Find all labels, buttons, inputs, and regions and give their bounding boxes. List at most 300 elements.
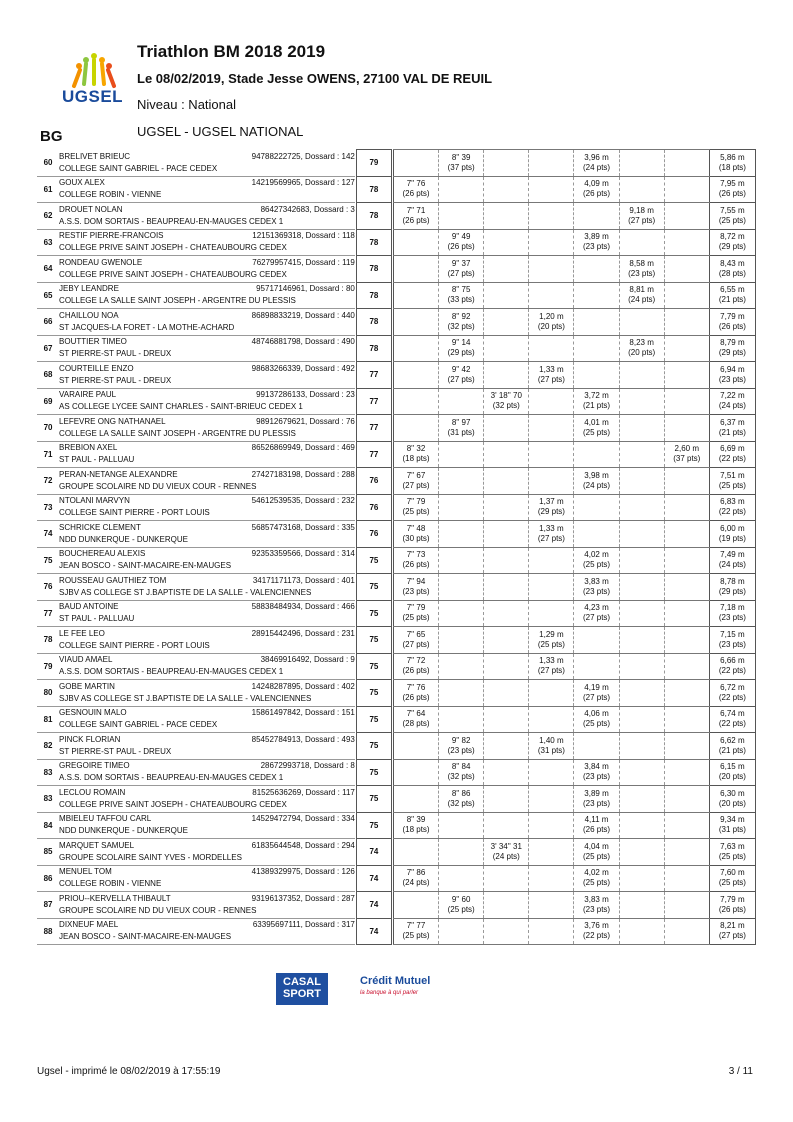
total-points: 77 [369, 423, 379, 433]
long-jump-result-cell [709, 415, 755, 442]
rank-cell [37, 150, 59, 177]
event-result-cell [439, 547, 484, 574]
event-result-text: 3,83 m [584, 576, 609, 586]
athlete-license-bib: 56857473168, Dossard : 335 [251, 522, 355, 532]
event-result-cell [664, 600, 709, 627]
event-result-text: (23 pts) [628, 268, 656, 278]
total-points: 78 [369, 184, 379, 194]
total-points-cell [356, 547, 391, 574]
athlete-school: COLLEGE SAINT PIERRE - PORT LOUIS [59, 508, 210, 518]
event-result-text: (25 pts) [537, 639, 565, 649]
rank-value: 77 [43, 608, 53, 618]
athlete-license-bib: 85452784913, Dossard : 493 [251, 734, 355, 744]
event-result-cell [439, 865, 484, 892]
athlete-name: MARQUET SAMUEL [59, 840, 135, 850]
event-result-cell [439, 892, 484, 919]
event-result-cell [529, 282, 574, 309]
athlete-school: GROUPE SCOLAIRE SAINT YVES - MORDELLES [59, 852, 242, 862]
event-result-cell [484, 574, 529, 601]
event-result-cell [393, 918, 438, 945]
rank-value: 61 [43, 184, 53, 194]
rank-cell [37, 335, 59, 362]
event-result-cell [393, 176, 438, 203]
long-jump-result-text: (21 pts) [718, 745, 746, 755]
rank-cell [37, 839, 59, 866]
event-result-cell [664, 229, 709, 256]
category-label: BG [40, 128, 63, 145]
event-result-text: 7'' 48 [406, 523, 426, 533]
total-points: 78 [369, 211, 379, 221]
event-result-text: 9'' 14 [451, 338, 471, 348]
event-result-cell [529, 256, 574, 283]
event-result-cell [664, 865, 709, 892]
long-jump-result-text: (29 pts) [718, 348, 746, 358]
event-result-cell [529, 733, 574, 760]
total-points-cell [356, 733, 391, 760]
long-jump-result-cell [709, 150, 755, 177]
long-jump-result-text: 7,15 m [720, 629, 745, 639]
total-points: 74 [369, 900, 379, 910]
rank-value: 85 [43, 847, 53, 857]
event-date-location: Le 08/02/2019, Stade Jesse OWENS, 27100 VAL DE REUIL [137, 71, 493, 86]
event-result-text: 1,20 m [539, 311, 564, 321]
long-jump-result-text: (22 pts) [718, 454, 746, 464]
event-result-cell [393, 335, 438, 362]
event-result-text: 7'' 71 [406, 205, 426, 215]
athlete-license-bib: 93196137352, Dossard : 287 [251, 893, 355, 903]
total-points-cell [356, 309, 391, 336]
athlete-school: COLLEGE LA SALLE SAINT JOSEPH - ARGENTRE DU PLESSIS [59, 296, 296, 306]
event-result-text: (37 pts) [673, 454, 701, 464]
print-timestamp: Ugsel - imprimé le 08/02/2019 à 17:55:19 [37, 1066, 221, 1077]
athlete-school: ST PIERRE-ST PAUL - DREUX [59, 349, 172, 359]
event-result-text: (26 pts) [402, 215, 430, 225]
event-result-cell [529, 494, 574, 521]
athlete-cell [59, 865, 355, 892]
group-label: UGSEL - UGSEL NATIONAL [137, 124, 304, 139]
athlete-license-bib: 95717146961, Dossard : 80 [256, 284, 355, 294]
long-jump-result-cell [709, 918, 755, 945]
table-row [37, 892, 756, 919]
event-result-cell [529, 441, 574, 468]
event-result-text: 7'' 64 [406, 709, 426, 719]
table-row [37, 786, 756, 813]
rank-cell [37, 176, 59, 203]
rank-cell [37, 759, 59, 786]
event-result-cell [529, 203, 574, 230]
athlete-name: VIAUD AMAEL [59, 655, 113, 665]
event-result-cell [664, 706, 709, 733]
total-points: 76 [369, 502, 379, 512]
long-jump-result-text: (24 pts) [718, 560, 746, 570]
event-result-cell [529, 150, 574, 177]
table-row [37, 812, 756, 839]
event-result-cell [529, 362, 574, 389]
event-result-cell [619, 362, 664, 389]
long-jump-result-cell [709, 786, 755, 813]
event-result-cell [574, 706, 619, 733]
event-result-cell [529, 627, 574, 654]
event-result-cell [393, 680, 438, 707]
athlete-license-bib: 34171171173, Dossard : 401 [252, 575, 355, 585]
athlete-school: COLLEGE SAINT PIERRE - PORT LOUIS [59, 640, 210, 650]
athlete-cell [59, 812, 355, 839]
long-jump-result-text: (21 pts) [718, 295, 746, 305]
event-result-text: (27 pts) [402, 480, 430, 490]
event-result-cell [619, 441, 664, 468]
total-points: 76 [369, 529, 379, 539]
athlete-name: GOUX ALEX [59, 178, 105, 188]
long-jump-result-cell [709, 892, 755, 919]
event-result-text: (27 pts) [582, 613, 611, 623]
event-result-cell [529, 918, 574, 945]
event-result-text: 4,06 m [584, 709, 609, 719]
event-result-cell [619, 892, 664, 919]
rank-cell [37, 865, 59, 892]
athlete-cell [59, 680, 355, 707]
athlete-school: GROUPE SCOLAIRE ND DU VIEUX COUR - RENNES [59, 481, 257, 491]
event-result-cell [619, 627, 664, 654]
total-points: 79 [369, 158, 379, 168]
long-jump-result-cell [709, 388, 755, 415]
event-result-text: 4,02 m [584, 868, 609, 878]
event-result-text: (23 pts) [582, 242, 611, 252]
athlete-license-bib: 98912679621, Dossard : 76 [256, 416, 355, 426]
event-result-text: 7'' 73 [406, 550, 426, 560]
rank-cell [37, 733, 59, 760]
event-result-cell [484, 362, 529, 389]
event-result-cell [484, 441, 529, 468]
event-result-cell [484, 839, 529, 866]
long-jump-result-text: (20 pts) [718, 772, 746, 782]
event-result-text: 4,01 m [584, 417, 609, 427]
event-result-cell [574, 574, 619, 601]
event-result-cell [574, 203, 619, 230]
athlete-name: BREBION AXEL [59, 443, 118, 453]
total-points: 75 [369, 688, 379, 698]
event-result-cell [574, 521, 619, 548]
total-points-cell [356, 865, 391, 892]
event-result-cell [574, 282, 619, 309]
event-result-cell [619, 309, 664, 336]
long-jump-result-text: 6,15 m [720, 762, 745, 772]
athlete-school: NDD DUNKERQUE - DUNKERQUE [59, 826, 188, 836]
event-result-cell [439, 176, 484, 203]
event-result-cell [393, 415, 438, 442]
event-result-text: (23 pts) [402, 586, 430, 596]
event-result-cell [664, 574, 709, 601]
athlete-school: ST PAUL - PALLUAU [59, 614, 135, 624]
rank-cell [37, 574, 59, 601]
total-points: 75 [369, 582, 379, 592]
event-result-cell [619, 839, 664, 866]
event-result-cell [664, 494, 709, 521]
athlete-school: COLLEGE PRIVE SAINT JOSEPH - CHATEAUBOURG CEDEX [59, 799, 287, 809]
event-result-cell [619, 521, 664, 548]
table-row [37, 653, 756, 680]
long-jump-result-text: 7,51 m [720, 470, 745, 480]
rank-value: 83 [43, 767, 53, 777]
event-result-cell [439, 415, 484, 442]
event-result-cell [664, 839, 709, 866]
event-result-text: (24 pts) [582, 162, 611, 172]
event-result-cell [574, 176, 619, 203]
long-jump-result-text: 7,55 m [720, 205, 745, 215]
athlete-license-bib: 28672993718, Dossard : 8 [260, 761, 355, 771]
table-row [37, 600, 756, 627]
event-result-cell [664, 362, 709, 389]
event-result-cell [574, 892, 619, 919]
event-result-cell [619, 494, 664, 521]
event-result-text: (32 pts) [447, 798, 475, 808]
event-result-cell [439, 680, 484, 707]
event-result-text: 9,18 m [629, 205, 654, 215]
rank-cell [37, 282, 59, 309]
event-result-text: (25 pts) [402, 507, 430, 517]
event-result-cell [439, 521, 484, 548]
athlete-license-bib: 28915442496, Dossard : 231 [251, 628, 355, 638]
rank-cell [37, 627, 59, 654]
event-result-text: 9'' 49 [451, 232, 471, 242]
long-jump-result-text: 6,69 m [720, 444, 745, 454]
event-result-cell [484, 733, 529, 760]
event-result-cell [439, 812, 484, 839]
rank-cell [37, 600, 59, 627]
athlete-name: JEBY LEANDRE [59, 284, 119, 294]
event-result-cell [529, 706, 574, 733]
rank-value: 68 [43, 370, 53, 380]
total-points-cell [356, 256, 391, 283]
athlete-name: VARAIRE PAUL [59, 390, 117, 400]
event-result-cell [484, 706, 529, 733]
casal-line2: SPORT [283, 988, 321, 1000]
event-result-cell [664, 759, 709, 786]
athlete-license-bib: 92353359566, Dossard : 314 [251, 549, 355, 559]
long-jump-result-text: (18 pts) [718, 162, 746, 172]
event-result-text: (32 pts) [447, 772, 475, 782]
athlete-cell [59, 918, 355, 945]
event-result-cell [664, 256, 709, 283]
long-jump-result-text: (26 pts) [718, 904, 746, 914]
event-result-cell [529, 812, 574, 839]
long-jump-result-cell [709, 812, 755, 839]
athlete-license-bib: 63395697111, Dossard : 317 [252, 920, 355, 930]
event-result-cell [393, 468, 438, 495]
event-result-text: 7'' 65 [406, 629, 426, 639]
event-result-text: 8,23 m [629, 338, 654, 348]
rank-cell [37, 388, 59, 415]
event-result-text: 1,29 m [539, 629, 564, 639]
event-result-cell [574, 600, 619, 627]
total-points: 74 [369, 873, 379, 883]
event-result-text: 8,81 m [629, 285, 654, 295]
long-jump-result-cell [709, 865, 755, 892]
total-points-cell [356, 600, 391, 627]
event-result-text: (20 pts) [537, 321, 565, 331]
event-result-cell [529, 839, 574, 866]
event-result-cell [619, 812, 664, 839]
event-result-cell [574, 229, 619, 256]
rank-value: 82 [43, 741, 53, 751]
event-result-cell [574, 759, 619, 786]
total-points-cell [356, 441, 391, 468]
event-result-cell [484, 335, 529, 362]
event-result-cell [393, 388, 438, 415]
total-points-cell [356, 839, 391, 866]
table-row [37, 680, 756, 707]
rank-cell [37, 309, 59, 336]
total-points-cell [356, 415, 391, 442]
athlete-license-bib: 94788222725, Dossard : 142 [251, 151, 355, 161]
rank-cell [37, 229, 59, 256]
event-result-text: (29 pts) [447, 348, 475, 358]
event-result-text: (24 pts) [402, 878, 430, 888]
event-result-text: (27 pts) [447, 374, 475, 384]
event-result-cell [529, 388, 574, 415]
long-jump-result-cell [709, 600, 755, 627]
athlete-name: RESTIF PIERRE-FRANCOIS [59, 231, 164, 241]
total-points: 77 [369, 370, 379, 380]
event-result-text: (24 pts) [492, 851, 520, 861]
event-result-cell [484, 176, 529, 203]
event-result-text: 3' 34'' 31 [490, 841, 522, 851]
athlete-name: LE FEE LEO [59, 628, 105, 638]
event-result-cell [439, 653, 484, 680]
event-result-cell [484, 203, 529, 230]
athlete-cell [59, 521, 355, 548]
long-jump-result-text: (25 pts) [718, 480, 746, 490]
event-result-text: (24 pts) [628, 295, 656, 305]
long-jump-result-text: (26 pts) [718, 189, 746, 199]
event-result-cell [574, 309, 619, 336]
event-result-text: 3,96 m [584, 152, 609, 162]
long-jump-result-text: 7,18 m [720, 603, 745, 613]
event-result-cell [664, 415, 709, 442]
athlete-license-bib: 81525636269, Dossard : 117 [252, 787, 355, 797]
event-result-text: 8'' 75 [451, 285, 471, 295]
table-row [37, 441, 756, 468]
table-row [37, 839, 756, 866]
rank-cell [37, 441, 59, 468]
total-points: 77 [369, 396, 379, 406]
event-result-text: 7'' 86 [406, 868, 426, 878]
event-result-cell [664, 547, 709, 574]
long-jump-result-cell [709, 494, 755, 521]
event-result-cell [574, 627, 619, 654]
event-result-cell [619, 733, 664, 760]
event-result-cell [529, 468, 574, 495]
athlete-cell [59, 600, 355, 627]
long-jump-result-text: 7,22 m [720, 391, 745, 401]
event-result-cell [664, 176, 709, 203]
event-result-cell [574, 494, 619, 521]
athlete-name: GESNOUIN MALO [59, 708, 127, 718]
long-jump-result-text: 9,34 m [720, 815, 745, 825]
event-result-cell [574, 468, 619, 495]
rank-cell [37, 653, 59, 680]
rank-cell [37, 203, 59, 230]
long-jump-result-text: 8,72 m [720, 232, 745, 242]
athlete-name: DROUET NOLAN [59, 204, 123, 214]
long-jump-result-text: (29 pts) [718, 586, 746, 596]
total-points: 78 [369, 343, 379, 353]
event-result-text: (21 pts) [582, 401, 611, 411]
rank-cell [37, 812, 59, 839]
total-points: 74 [369, 847, 379, 857]
athlete-school: COLLEGE LA SALLE SAINT JOSEPH - ARGENTRE DU PLESSIS [59, 428, 296, 438]
event-result-cell [574, 335, 619, 362]
event-result-cell [484, 256, 529, 283]
event-result-cell [574, 256, 619, 283]
event-result-cell [484, 680, 529, 707]
event-result-cell [484, 653, 529, 680]
table-row [37, 574, 756, 601]
table-row [37, 468, 756, 495]
event-result-text: (26 pts) [402, 189, 430, 199]
event-result-text: (25 pts) [582, 427, 611, 437]
rank-cell [37, 918, 59, 945]
event-result-text: 7'' 67 [406, 470, 426, 480]
long-jump-result-cell [709, 203, 755, 230]
event-result-text: 1,40 m [539, 735, 564, 745]
event-result-cell [574, 547, 619, 574]
event-result-cell [439, 494, 484, 521]
athlete-cell [59, 494, 355, 521]
long-jump-result-text: (26 pts) [718, 321, 746, 331]
total-points-cell [356, 892, 391, 919]
athlete-name: LECLOU ROMAIN [59, 787, 126, 797]
table-row [37, 627, 756, 654]
event-result-text: 7'' 72 [406, 656, 426, 666]
table-row [37, 282, 756, 309]
event-result-text: (26 pts) [582, 189, 611, 199]
event-result-cell [393, 839, 438, 866]
event-result-text: (37 pts) [447, 162, 475, 172]
long-jump-result-text: 6,72 m [720, 682, 745, 692]
event-result-cell [664, 918, 709, 945]
total-points-cell [356, 653, 391, 680]
athlete-school: COLLEGE PRIVE SAINT JOSEPH - CHATEAUBOURG CEDEX [59, 243, 287, 253]
event-result-cell [664, 892, 709, 919]
long-jump-result-cell [709, 468, 755, 495]
event-result-cell [484, 627, 529, 654]
event-result-cell [484, 547, 529, 574]
table-row [37, 865, 756, 892]
event-result-cell [619, 547, 664, 574]
event-result-cell [393, 256, 438, 283]
athlete-school: COLLEGE SAINT GABRIEL - PACE CEDEX [59, 720, 218, 730]
long-jump-result-text: 7,79 m [720, 311, 745, 321]
event-result-text: (18 pts) [402, 825, 430, 835]
long-jump-result-text: 8,43 m [720, 258, 745, 268]
event-result-text: (30 pts) [402, 533, 430, 543]
event-result-text: (22 pts) [582, 931, 611, 941]
event-result-cell [619, 918, 664, 945]
rank-value: 83 [43, 794, 53, 804]
event-result-text: 8'' 32 [406, 444, 426, 454]
long-jump-result-text: (22 pts) [718, 507, 746, 517]
long-jump-result-cell [709, 627, 755, 654]
athlete-license-bib: 86898833219, Dossard : 440 [251, 310, 355, 320]
event-result-text: 4,04 m [584, 841, 609, 851]
athlete-cell [59, 627, 355, 654]
event-result-cell [484, 865, 529, 892]
event-result-text: (27 pts) [402, 639, 430, 649]
event-result-cell [393, 574, 438, 601]
table-row [37, 388, 756, 415]
event-result-cell [574, 918, 619, 945]
total-points: 75 [369, 555, 379, 565]
